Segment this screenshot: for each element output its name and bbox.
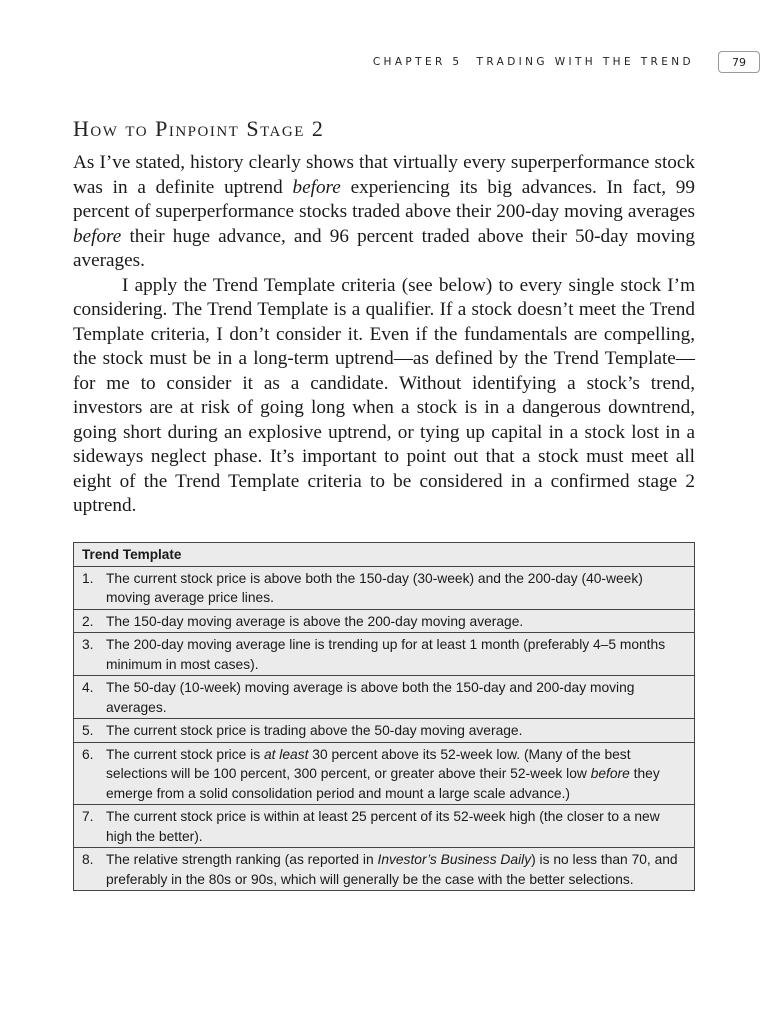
row-number: 4. [82, 680, 94, 695]
table-header: Trend Template [74, 543, 694, 567]
row-text [106, 850, 686, 889]
italic-text: at least [263, 746, 309, 762]
row-text [106, 745, 686, 804]
text-run: The current stock price is within at least 25 percent of its 52-week high (the closer to a new high the better). [106, 809, 660, 844]
row-number: 7. [82, 809, 94, 824]
table-row [74, 567, 694, 610]
italic-text: before [590, 766, 630, 781]
text-run: The 200-day moving average line is trending up for at least 1 month (preferably 4–5 months minimum in most cases). [106, 637, 666, 672]
row-number: 5. [82, 723, 94, 738]
table-row [74, 676, 694, 719]
table-row [74, 848, 694, 890]
running-head-title: TRADING WITH THE TREND [476, 56, 694, 68]
row-text [106, 721, 686, 741]
body-text [73, 151, 695, 519]
text-run: The current stock price is above both the 150-day (30-week) and the 200-day (40-week) moving average price lines. [106, 570, 643, 605]
text-run: 30 percent above its 52-week low. (Many of the best selections will be 100 percent, 300 percent, or greater above their 52-week low [106, 746, 631, 781]
text-run: The 150-day moving average is above the 200-day moving average. [106, 613, 524, 629]
text-run: The relative strength ranking (as reported in [106, 852, 378, 867]
table-row [74, 805, 694, 848]
text-run: I apply the Trend Template criteria (see below) to every single stock I’m considering. The Trend Template is a qualifier. If a stock doesn’t meet the Trend Template criteria, I don’t consider it. Even if the fundamentals are compelling, the stock must be in a long-term uptrend—as defined by the Trend Template—for me to consider it as a candidate. Without identifying a stock’s trend, investors are at risk of going long when a stock is in a dangerous downtrend, going short during an explosive uptrend, or tying up capital in a stock lost in a sideways neglect phase. It’s important to point out that a stock must meet all eight of the Trend Template criteria to be considered in a confirmed stage 2 uptrend. [73, 274, 695, 516]
page-number [718, 51, 760, 73]
row-text [106, 612, 686, 632]
section-title: How to Pinpoint Stage 2 [73, 116, 325, 141]
row-number: 2. [82, 613, 94, 629]
row-number: 3. [82, 637, 94, 652]
running-head-chapter: CHAPTER 5 [372, 56, 463, 68]
row-text [106, 807, 686, 846]
row-number: 1. [82, 570, 94, 586]
text-run: As I’ve stated, history clearly shows that virtually every superperformance stock was in a definite uptrend [73, 152, 695, 198]
table-row [74, 743, 694, 806]
table-body [74, 567, 694, 891]
paragraph [73, 151, 695, 274]
text-run: experiencing its big advances. In fact, 99 percent of superperformance stocks traded above their 200-day moving averages [73, 176, 695, 222]
table-row [74, 633, 694, 676]
italic-text: before [292, 176, 341, 198]
row-text [106, 569, 686, 608]
trend-template-table [73, 542, 695, 891]
text-run: ) is no less than 70, and preferably in the 80s or 90s, which will generally be the case with the better selections. [106, 852, 678, 887]
page-number-label: 79 [732, 55, 746, 69]
table-row [74, 610, 694, 634]
row-number: 8. [82, 852, 94, 867]
row-number: 6. [82, 746, 94, 762]
text-run: The 50-day (10-week) moving average is above both the 150-day and 200-day moving averages. [106, 680, 635, 715]
text-run: they emerge from a solid consolidation period and mount a large scale advance.) [106, 766, 660, 801]
italic-text: Investor’s Business Daily [377, 852, 532, 867]
running-head [373, 56, 694, 68]
paragraph [73, 274, 695, 519]
italic-text: before [73, 225, 122, 247]
text-run: The current stock price is trading above the 50-day moving average. [106, 723, 523, 738]
table-row [74, 719, 694, 743]
row-text [106, 678, 686, 717]
text-run: The current stock price is [106, 746, 264, 762]
text-run: their huge advance, and 96 percent traded above their 50-day moving averages. [73, 225, 695, 271]
row-text [106, 635, 686, 674]
